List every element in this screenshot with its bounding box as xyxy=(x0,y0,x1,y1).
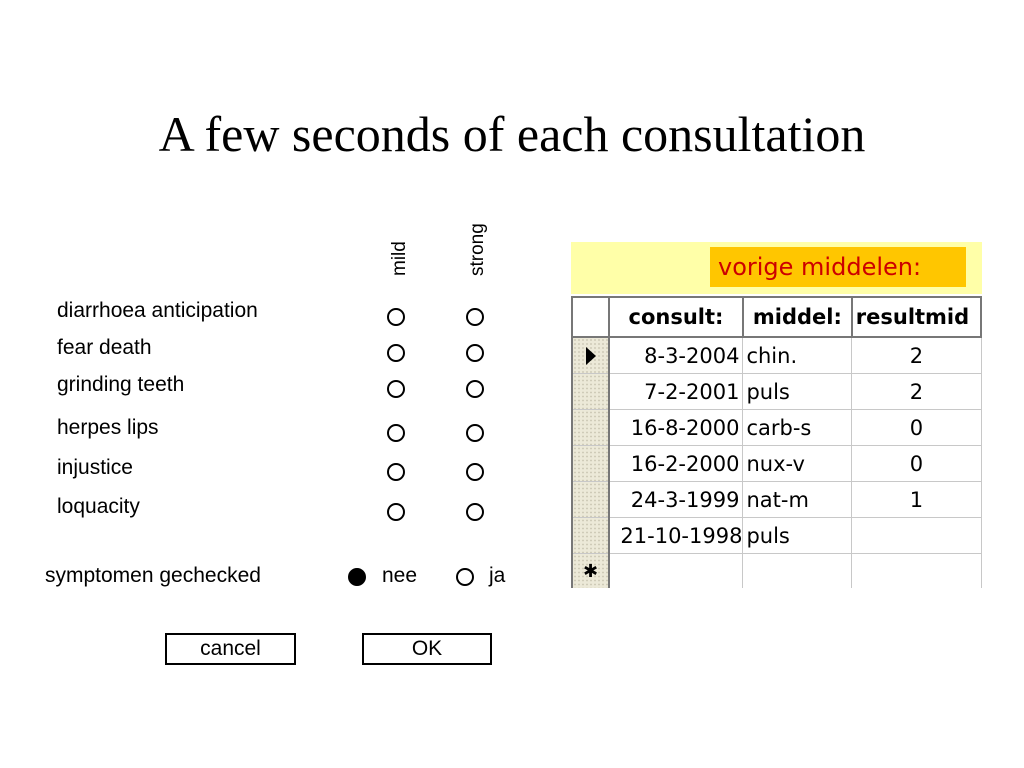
middel-cell[interactable]: nat-m xyxy=(743,482,852,518)
table-row[interactable] xyxy=(573,518,981,554)
middel-cell[interactable]: puls xyxy=(743,518,852,554)
current-record-icon xyxy=(586,347,596,365)
symptom-label: grinding teeth xyxy=(57,373,185,396)
column-header-mild: mild xyxy=(389,241,410,276)
consult-cell[interactable]: 21-10-1998 xyxy=(609,518,743,554)
nee-label: nee xyxy=(382,564,418,587)
middel-cell[interactable] xyxy=(743,554,852,589)
strong-radio[interactable] xyxy=(466,424,484,442)
column-header-middel[interactable]: middel: xyxy=(743,298,852,337)
consult-cell[interactable]: 24-3-1999 xyxy=(609,482,743,518)
column-header-result[interactable]: resultmid xyxy=(852,298,981,337)
strong-radio[interactable] xyxy=(466,380,484,398)
symptom-label: diarrhoea anticipation xyxy=(57,299,258,322)
slide-title: A few seconds of each consultation xyxy=(158,106,866,162)
column-header-consult[interactable]: consult: xyxy=(609,298,743,337)
mild-radio[interactable] xyxy=(387,463,405,481)
middel-cell[interactable]: chin. xyxy=(743,337,852,374)
strong-radio[interactable] xyxy=(466,463,484,481)
datasheet-header-row xyxy=(573,298,981,337)
strong-radio[interactable] xyxy=(466,344,484,362)
symptom-label: injustice xyxy=(57,456,133,479)
result-cell[interactable]: 1 xyxy=(852,482,981,518)
cancel-button[interactable]: cancel xyxy=(165,633,296,665)
middel-cell[interactable]: puls xyxy=(743,374,852,410)
symptom-label: herpes lips xyxy=(57,416,159,439)
table-row[interactable] xyxy=(573,482,981,518)
result-cell[interactable]: 0 xyxy=(852,410,981,446)
result-cell[interactable] xyxy=(852,518,981,554)
row-selector[interactable] xyxy=(573,374,609,410)
consult-cell[interactable]: 8-3-2004 xyxy=(609,337,743,374)
middel-cell[interactable]: nux-v xyxy=(743,446,852,482)
mild-radio[interactable] xyxy=(387,503,405,521)
new-record-row[interactable] xyxy=(573,554,981,589)
result-cell[interactable] xyxy=(852,554,981,589)
mild-radio[interactable] xyxy=(387,308,405,326)
table-row[interactable] xyxy=(573,374,981,410)
consult-cell[interactable] xyxy=(609,554,743,589)
select-all-cell[interactable] xyxy=(573,298,609,337)
ja-radio[interactable] xyxy=(456,568,474,586)
table-row[interactable] xyxy=(573,337,981,374)
consult-cell[interactable]: 16-2-2000 xyxy=(609,446,743,482)
result-cell[interactable]: 2 xyxy=(852,374,981,410)
row-selector[interactable] xyxy=(573,337,609,374)
mild-radio[interactable] xyxy=(387,344,405,362)
mild-radio[interactable] xyxy=(387,380,405,398)
datasheet-caption: vorige middelen: xyxy=(710,247,966,287)
consult-cell[interactable]: 7-2-2001 xyxy=(609,374,743,410)
table-row[interactable] xyxy=(573,446,981,482)
row-selector[interactable] xyxy=(573,410,609,446)
result-cell[interactable]: 2 xyxy=(852,337,981,374)
ja-label: ja xyxy=(489,564,506,587)
middel-cell[interactable]: carb-s xyxy=(743,410,852,446)
symptoms-checked-label: symptomen gechecked xyxy=(45,564,261,587)
symptom-label: fear death xyxy=(57,336,152,359)
symptom-label: loquacity xyxy=(57,495,140,518)
strong-radio[interactable] xyxy=(466,503,484,521)
nee-radio[interactable] xyxy=(348,568,366,586)
row-selector[interactable] xyxy=(573,482,609,518)
consult-cell[interactable]: 16-8-2000 xyxy=(609,410,743,446)
mild-radio[interactable] xyxy=(387,424,405,442)
column-header-strong: strong xyxy=(467,223,488,276)
result-cell[interactable]: 0 xyxy=(852,446,981,482)
previous-remedies-datasheet[interactable] xyxy=(571,296,982,588)
new-record-icon[interactable]: ✱ xyxy=(573,554,609,589)
row-selector[interactable] xyxy=(573,518,609,554)
table-row[interactable] xyxy=(573,410,981,446)
row-selector[interactable] xyxy=(573,446,609,482)
ok-button[interactable]: OK xyxy=(362,633,492,665)
strong-radio[interactable] xyxy=(466,308,484,326)
